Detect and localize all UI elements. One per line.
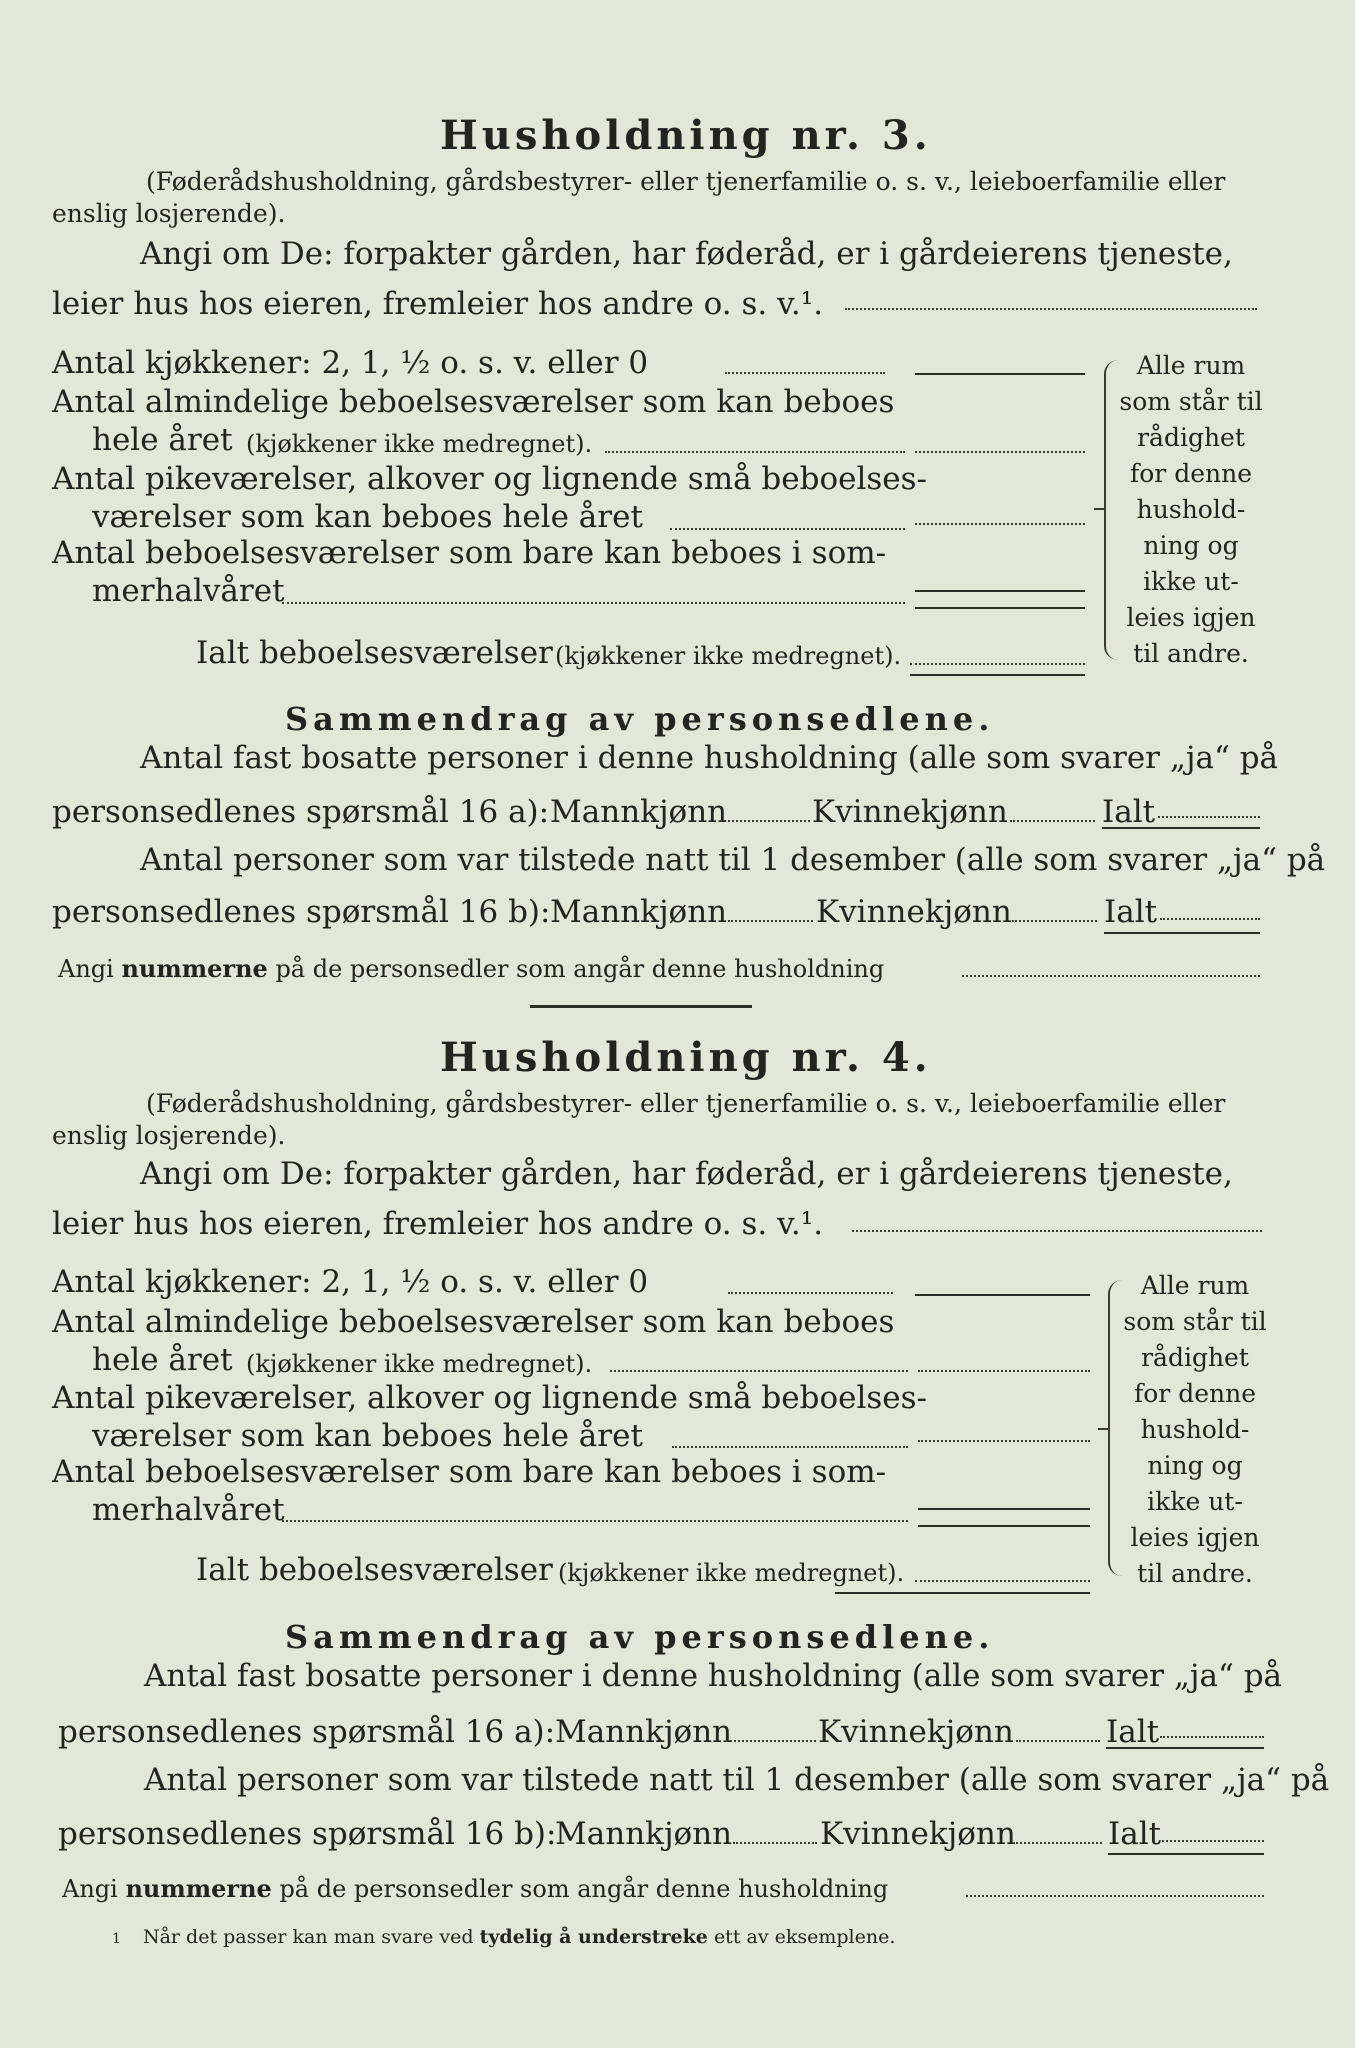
rooms-regular-leader-dots bbox=[605, 451, 905, 453]
rooms-regular-answer-line[interactable] bbox=[918, 1370, 1090, 1372]
kitchens-answer-line[interactable] bbox=[915, 1294, 1090, 1296]
resident-female-label: Kvinnekjønn bbox=[812, 794, 1008, 830]
household-subtitle-cont: enslig losjerende). bbox=[52, 1121, 286, 1150]
present-male-field[interactable] bbox=[733, 1842, 817, 1844]
tenure-question: Angi om De: forpakter gården, har føderåd, er i gårdeierens tjeneste, bbox=[140, 1156, 1233, 1192]
side-note-line: ning og bbox=[1147, 1451, 1243, 1480]
resident-male-label: Mannkjønn bbox=[555, 1714, 733, 1750]
tenure-question-cont: leier hus hos eieren, fremleier hos andre o. s. v.¹. bbox=[52, 286, 824, 322]
household-subtitle: (Føderådshusholdning, gårdsbestyrer- eller tjenerfamilie o. s. v., leieboerfamilie eller bbox=[146, 1089, 1226, 1118]
resident-total-rule bbox=[1102, 827, 1260, 829]
rooms-summer-answer-line[interactable] bbox=[915, 590, 1085, 592]
rooms-regular-label: Antal almindelige beboelsesværelser som kan beboes bbox=[52, 384, 895, 420]
sheet-numbers-emphasis: nummerne bbox=[125, 1874, 272, 1903]
side-note-line: hushold- bbox=[1136, 495, 1246, 524]
side-note-line: rådighet bbox=[1141, 1343, 1249, 1372]
rooms-total-note: (kjøkkener ikke medregnet). bbox=[555, 642, 902, 670]
summary-title: Sammendrag av personsedlene. bbox=[285, 700, 995, 738]
summary-title: Sammendrag av personsedlene. bbox=[285, 1618, 995, 1656]
kitchens-answer-line[interactable] bbox=[915, 373, 1085, 375]
side-note-line: for denne bbox=[1134, 1379, 1256, 1408]
present-total-label: Ialt bbox=[1104, 894, 1158, 930]
resident-male-field[interactable] bbox=[726, 1740, 816, 1742]
resident-male-label: Mannkjønn bbox=[550, 794, 728, 830]
present-count-question-cont: personsedlenes spørsmål 16 b): bbox=[52, 894, 551, 930]
footnote-pre: Når det passer kan man svare ved bbox=[142, 1926, 474, 1948]
rooms-total-answer-line[interactable] bbox=[910, 663, 1085, 665]
rooms-small-leader-dots bbox=[672, 1446, 908, 1448]
present-female-field[interactable] bbox=[1016, 1842, 1102, 1844]
kitchens-label: Antal kjøkkener: 2, 1, ½ o. s. v. eller 0 bbox=[52, 1264, 649, 1300]
side-note-line: hushold- bbox=[1140, 1415, 1250, 1444]
present-total-rule bbox=[1104, 932, 1260, 934]
resident-total-label: Ialt bbox=[1102, 794, 1156, 830]
rooms-small-label: Antal pikeværelser, alkover og lignende små beboelses- bbox=[52, 461, 928, 497]
sheet-numbers-post: på de personsedler som angår denne husholdning bbox=[279, 1875, 889, 1903]
rooms-regular-label: Antal almindelige beboelsesværelser som kan beboes bbox=[52, 1304, 895, 1340]
present-total-field[interactable] bbox=[1162, 1840, 1264, 1842]
resident-female-field[interactable] bbox=[1016, 1740, 1100, 1742]
tenure-answer-line[interactable] bbox=[845, 308, 1257, 310]
rooms-total-rule bbox=[835, 1592, 1090, 1594]
present-count-question: Antal personer som var tilstede natt til 1 desember (alle som svarer „ja“ på bbox=[144, 1762, 1330, 1798]
rooms-summer-label-cont: merhalvåret bbox=[92, 1492, 285, 1528]
present-female-label: Kvinnekjønn bbox=[816, 894, 1012, 930]
household-title: Husholdning nr. 4. bbox=[440, 1034, 932, 1081]
sheet-numbers-field[interactable] bbox=[962, 975, 1260, 977]
side-note bbox=[1120, 1268, 1270, 1592]
section-divider bbox=[530, 1005, 752, 1008]
present-male-label: Mannkjønn bbox=[550, 894, 728, 930]
resident-male-field[interactable] bbox=[720, 820, 810, 822]
resident-total-field[interactable] bbox=[1158, 816, 1260, 818]
rooms-regular-note: (kjøkkener ikke medregnet). bbox=[246, 430, 593, 458]
rooms-summer-label: Antal beboelsesværelser som bare kan beboes i som- bbox=[52, 1454, 887, 1490]
rooms-summer-leader-dots bbox=[282, 1520, 908, 1522]
rooms-small-leader-dots bbox=[670, 528, 905, 530]
side-note-line: leies igjen bbox=[1126, 603, 1256, 632]
resident-total-label: Ialt bbox=[1106, 1714, 1160, 1750]
rooms-small-label-cont: værelser som kan beboes hele året bbox=[92, 499, 643, 535]
side-note-line: til andre. bbox=[1137, 1559, 1253, 1588]
side-note-line: Alle rum bbox=[1140, 1271, 1250, 1300]
rooms-regular-label-cont: hele året bbox=[92, 422, 233, 458]
present-total-field[interactable] bbox=[1160, 918, 1260, 920]
rooms-total-label: Ialt beboelsesværelser bbox=[196, 635, 553, 671]
footnote-marker: 1 bbox=[112, 1931, 121, 1947]
side-note-line: leies igjen bbox=[1130, 1523, 1260, 1552]
present-female-field[interactable] bbox=[1012, 920, 1097, 922]
rooms-regular-label-cont: hele året bbox=[92, 1342, 233, 1378]
side-note bbox=[1116, 348, 1266, 672]
sheet-numbers-pre: Angi bbox=[58, 955, 114, 983]
rooms-summer-answer-line[interactable] bbox=[918, 1508, 1090, 1510]
rooms-total-label: Ialt beboelsesværelser bbox=[196, 1552, 553, 1588]
present-count-question-cont: personsedlenes spørsmål 16 b): bbox=[58, 1816, 557, 1852]
footnote-emphasis: tydelig å understreke bbox=[479, 1926, 708, 1948]
tenure-question: Angi om De: forpakter gården, har føderåd, er i gårdeierens tjeneste, bbox=[140, 236, 1233, 272]
sheet-numbers-pre: Angi bbox=[62, 1875, 118, 1903]
rooms-total-note: (kjøkkener ikke medregnet). bbox=[558, 1559, 905, 1587]
side-note-line: for denne bbox=[1130, 459, 1252, 488]
rooms-summer-leader-dots bbox=[282, 602, 905, 604]
resident-female-field[interactable] bbox=[1010, 820, 1095, 822]
tenure-answer-line[interactable] bbox=[852, 1230, 1262, 1232]
resident-total-rule bbox=[1106, 1747, 1264, 1749]
rooms-summer-label: Antal beboelsesværelser som bare kan beboes i som- bbox=[52, 535, 887, 571]
present-male-label: Mannkjønn bbox=[555, 1816, 733, 1852]
side-note-line: rådighet bbox=[1137, 423, 1245, 452]
side-note-line: ikke ut- bbox=[1143, 567, 1239, 596]
side-note-line: ikke ut- bbox=[1147, 1487, 1243, 1516]
rooms-regular-leader-dots bbox=[610, 1370, 908, 1372]
resident-count-question-cont: personsedlenes spørsmål 16 a): bbox=[58, 1714, 556, 1750]
sheet-numbers-label bbox=[58, 954, 884, 983]
resident-count-question: Antal fast bosatte personer i denne husholdning (alle som svarer „ja“ på bbox=[140, 740, 1279, 776]
footnote bbox=[112, 1926, 895, 1948]
side-note-line: ning og bbox=[1143, 531, 1239, 560]
side-note-brace-tip bbox=[1098, 1428, 1108, 1430]
rooms-regular-answer-line[interactable] bbox=[915, 451, 1085, 453]
rooms-small-label: Antal pikeværelser, alkover og lignende små beboelses- bbox=[52, 1380, 928, 1416]
sheet-numbers-field[interactable] bbox=[966, 1895, 1264, 1897]
present-male-field[interactable] bbox=[728, 920, 813, 922]
sheet-numbers-emphasis: nummerne bbox=[121, 954, 268, 983]
sheet-numbers-label bbox=[62, 1874, 888, 1903]
kitchens-leader-dots bbox=[725, 372, 885, 374]
rooms-summer-rule bbox=[915, 607, 1085, 609]
rooms-summer-rule bbox=[918, 1525, 1090, 1527]
side-note-line: som står til bbox=[1123, 1307, 1267, 1336]
rooms-small-answer-line[interactable] bbox=[918, 1440, 1090, 1442]
present-female-label: Kvinnekjønn bbox=[820, 1816, 1016, 1852]
rooms-summer-label-cont: merhalvåret bbox=[92, 573, 285, 609]
present-total-rule bbox=[1108, 1853, 1264, 1855]
resident-female-label: Kvinnekjønn bbox=[818, 1714, 1014, 1750]
household-subtitle-cont: enslig losjerende). bbox=[52, 199, 286, 228]
tenure-question-cont: leier hus hos eieren, fremleier hos andre o. s. v.¹. bbox=[52, 1206, 824, 1242]
side-note-line: til andre. bbox=[1133, 639, 1249, 668]
rooms-total-rule bbox=[910, 674, 1085, 676]
resident-total-field[interactable] bbox=[1160, 1736, 1264, 1738]
household-subtitle: (Føderådshusholdning, gårdsbestyrer- eller tjenerfamilie o. s. v., leieboerfamilie eller bbox=[146, 167, 1226, 196]
present-total-label: Ialt bbox=[1108, 1816, 1162, 1852]
side-note-line: som står til bbox=[1119, 387, 1263, 416]
rooms-regular-note: (kjøkkener ikke medregnet). bbox=[246, 1350, 593, 1378]
household-title: Husholdning nr. 3. bbox=[440, 112, 932, 159]
kitchens-label: Antal kjøkkener: 2, 1, ½ o. s. v. eller 0 bbox=[52, 345, 649, 381]
kitchens-leader-dots bbox=[728, 1292, 893, 1294]
present-count-question: Antal personer som var tilstede natt til 1 desember (alle som svarer „ja“ på bbox=[140, 842, 1326, 878]
rooms-small-label-cont: værelser som kan beboes hele året bbox=[92, 1418, 643, 1454]
rooms-total-answer-line[interactable] bbox=[915, 1580, 1090, 1582]
resident-count-question-cont: personsedlenes spørsmål 16 a): bbox=[52, 794, 550, 830]
rooms-small-answer-line[interactable] bbox=[915, 523, 1085, 525]
sheet-numbers-post: på de personsedler som angår denne husholdning bbox=[275, 955, 885, 983]
footnote-post: ett av eksemplene. bbox=[713, 1926, 896, 1948]
resident-count-question: Antal fast bosatte personer i denne husholdning (alle som svarer „ja“ på bbox=[144, 1658, 1283, 1694]
side-note-line: Alle rum bbox=[1136, 351, 1246, 380]
side-note-brace-tip bbox=[1094, 508, 1104, 510]
